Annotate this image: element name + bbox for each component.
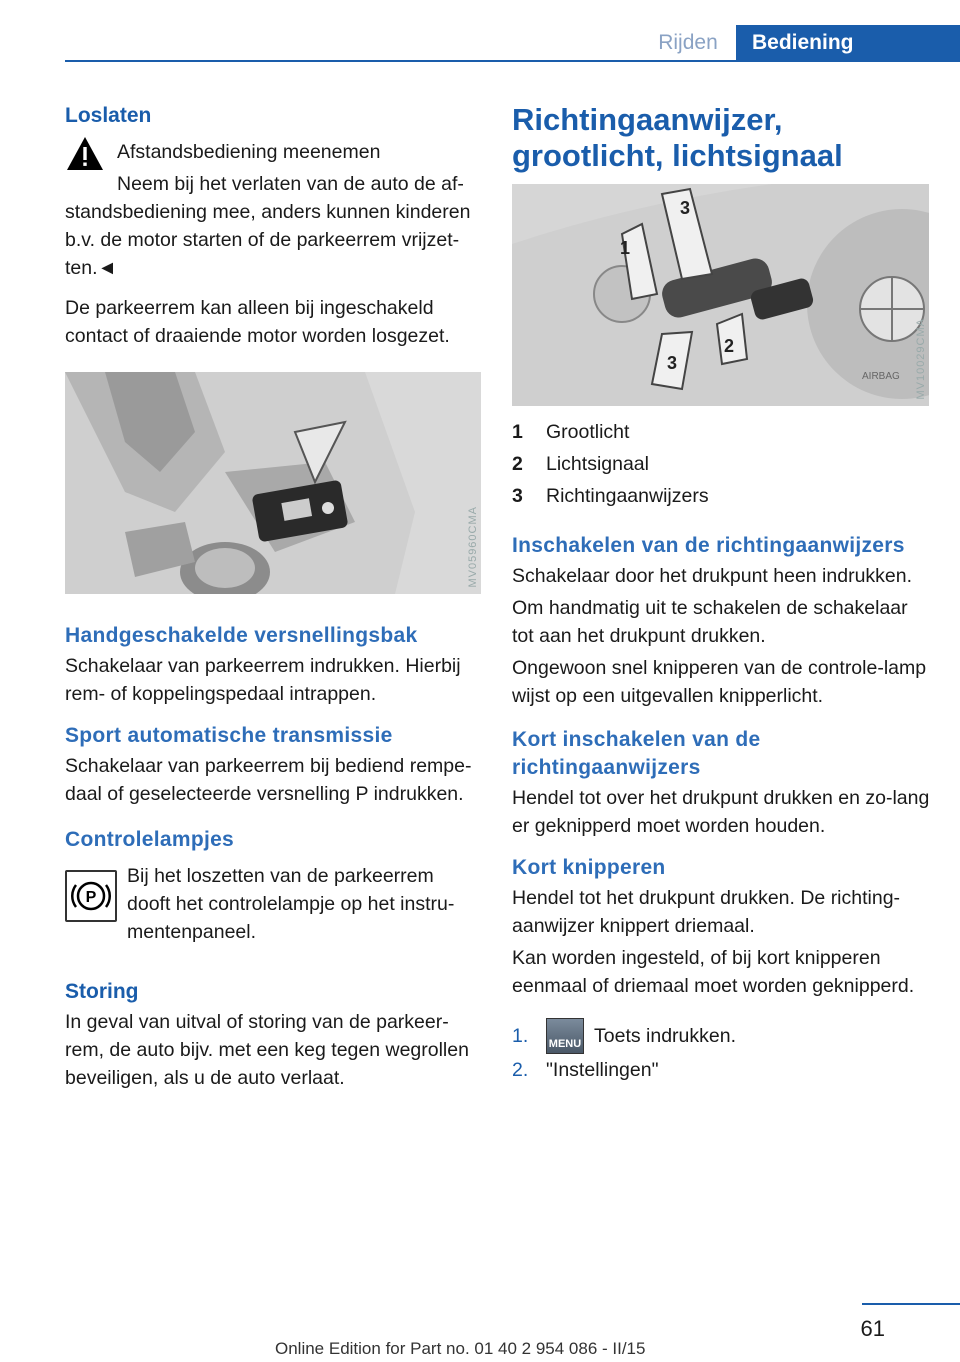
step-item	[512, 1054, 932, 1086]
indicator-text: Bij het loszetten van de parkeerrem dooft het controlelampje op het instru-mentenpaneel.	[127, 865, 455, 943]
legend-item	[512, 416, 932, 448]
kort-knipperen-heading: Kort knipperen	[512, 856, 666, 879]
page-number: 61	[860, 1316, 885, 1341]
warning-title: Afstandsbediening meenemen	[117, 141, 381, 163]
storing-heading: Storing	[65, 980, 139, 1003]
legend-item	[512, 480, 932, 512]
inschakelen-text-1: Schakelaar door het drukpunt heen indrukken.	[512, 565, 913, 587]
manual-transmission-heading: Handgeschakelde versnellingsbak	[65, 624, 418, 647]
warning-block	[65, 132, 481, 198]
legend-number: 3	[512, 485, 523, 507]
step-text: Toets indrukken.	[594, 1025, 736, 1047]
storing-text: In geval van uitval of storing van de parkeer-rem, de auto bijv. met een keg tegen wegrollen beveiligen, als u de auto verlaat.	[65, 1011, 469, 1089]
footer-rule	[862, 1303, 960, 1305]
step-text: "Instellingen"	[546, 1059, 659, 1081]
right-column	[512, 100, 932, 1086]
step-number: 1.	[512, 1025, 529, 1047]
svg-text:P: P	[85, 889, 97, 906]
legend-label: Lichtsignaal	[546, 453, 649, 475]
svg-text:AIRBAG: AIRBAG	[862, 371, 900, 382]
release-paragraph: De parkeerrem kan alleen bij ingeschakeld contact of draaiende motor worden losgezet.	[65, 297, 450, 347]
parking-brake-photo	[65, 372, 481, 594]
warning-icon	[65, 134, 105, 174]
legend-number: 2	[512, 453, 523, 475]
tab-bediening[interactable]: Bediening	[736, 25, 960, 61]
legend-label: Grootlicht	[546, 421, 630, 443]
indicator-block	[65, 865, 481, 946]
photo-code: MV05960CMA	[467, 506, 479, 588]
inschakelen-heading: Inschakelen van de richtingaanwijzers	[512, 534, 905, 557]
parking-brake-indicator-icon	[65, 870, 117, 922]
step-item	[512, 1018, 932, 1054]
edition-text: Online Edition for Part no. 01 40 2 954 086 - II/15	[275, 1339, 646, 1358]
legend-list	[512, 416, 932, 512]
sport-transmission-text: Schakelaar van parkeerrem bij bediend rempe-daal of geselecteerde versnelling P indrukken.	[65, 755, 472, 805]
kort-knipperen-text-1: Hendel tot het drukpunt drukken. De richting-aanwijzer knippert driemaal.	[512, 887, 901, 937]
left-column	[65, 100, 481, 1092]
svg-text:1: 1	[620, 238, 631, 258]
loslaten-heading: Loslaten	[65, 104, 152, 127]
step-number: 2.	[512, 1059, 529, 1081]
steps-list	[512, 1018, 932, 1086]
kort-knipperen-text-2: Kan worden ingesteld, of bij kort knipperen eenmaal of driemaal moet worden geknipperd.	[512, 947, 915, 997]
svg-text:3: 3	[680, 198, 691, 218]
legend-item	[512, 448, 932, 480]
menu-button-icon: MENU	[546, 1018, 584, 1054]
parking-brake-illustration	[65, 372, 481, 594]
sport-transmission-heading: Sport automatische transmissie	[65, 724, 393, 747]
section-title: Richtingaanwijzer, grootlicht, lichtsignaal	[512, 102, 843, 173]
kort-inschakelen-text: Hendel tot over het drukpunt drukken en zo-lang er geknipperd moet worden houden.	[512, 787, 930, 837]
legend-number: 1	[512, 421, 523, 443]
indicator-lamps-heading: Controlelampjes	[65, 828, 235, 851]
legend-label: Richtingaanwijzers	[546, 485, 709, 507]
tab-rijden[interactable]: Rijden	[658, 31, 718, 54]
warning-text-continued: standsbediening mee, anders kunnen kinderen b.v. de motor starten of de parkeerrem vrijzet-ten.◄	[65, 201, 471, 279]
svg-text:2: 2	[724, 336, 735, 356]
inschakelen-text-3: Ongewoon snel knipperen van de controle-lamp wijst op een uitgevallen knipperlicht.	[512, 657, 927, 707]
inschakelen-text-2: Om handmatig uit te schakelen de schakelaar tot aan het drukpunt drukken.	[512, 597, 908, 647]
kort-inschakelen-heading: Kort inschakelen van de richtingaanwijzers	[512, 728, 761, 779]
warning-text-line1: Neem bij het verlaten van de auto de af-	[117, 173, 464, 195]
photo-code-right: MV10029CMA	[915, 318, 927, 400]
steering-lever-photo	[512, 184, 929, 406]
svg-text:3: 3	[667, 353, 678, 373]
manual-transmission-text: Schakelaar van parkeerrem indrukken. Hierbij rem- of koppelingspedaal intrappen.	[65, 655, 461, 705]
steering-lever-illustration	[512, 184, 929, 406]
